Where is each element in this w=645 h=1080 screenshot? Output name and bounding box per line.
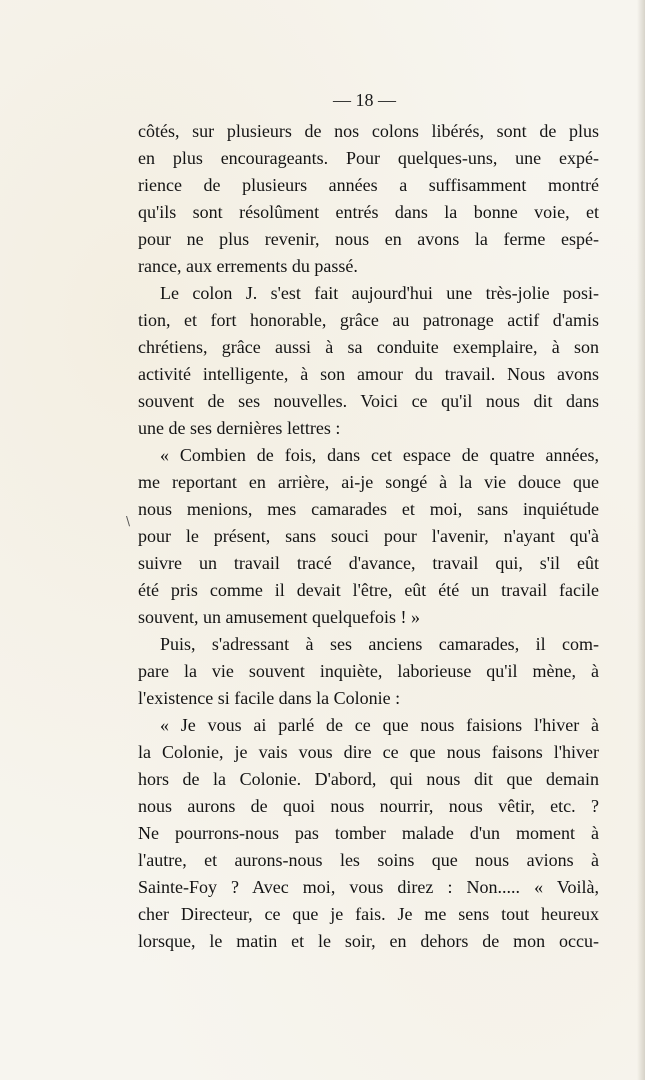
text-line: en plus encourageants. Pour quelques-uns, une expé- — [138, 148, 599, 168]
margin-caret-mark: \ — [126, 514, 131, 528]
text-line: Ne pourrons-nous pas tomber malade d'un moment à — [138, 823, 599, 843]
text-line: l'existence si facile dans la Colonie : — [138, 688, 401, 708]
text-line: nous menions, mes camarades et moi, sans inquiétude — [138, 499, 599, 519]
text-line: rance, aux errements du passé. — [138, 256, 358, 276]
text-line: Sainte-Foy ? Avec moi, vous direz : Non..... « Voilà, — [138, 877, 599, 897]
text-line: l'autre, et aurons-nous les soins que nous avions à — [138, 850, 599, 870]
text-line: « Je vous ai parlé de ce que nous faisions l'hiver à — [160, 715, 599, 735]
text-line: qu'ils sont résolûment entrés dans la bonne voie, et — [138, 202, 599, 222]
text-line: été pris comme il devait l'être, eût été un travail facile — [138, 580, 599, 600]
text-line: chrétiens, grâce aussi à sa conduite exemplaire, à son — [138, 337, 599, 357]
text-line: pare la vie souvent inquiète, laborieuse qu'il mène, à — [138, 661, 599, 681]
text-line: suivre un travail tracé d'avance, travail qui, s'il eût — [138, 553, 599, 573]
text-line: souvent de ses nouvelles. Voici ce qu'il nous dit dans — [138, 391, 599, 411]
text-line: activité intelligente, à son amour du travail. Nous avons — [138, 364, 599, 384]
page-edge-shadow — [637, 0, 645, 1080]
text-line: hors de la Colonie. D'abord, qui nous dit que demain — [138, 769, 599, 789]
text-line: pour ne plus revenir, nous en avons la ferme espé- — [138, 229, 599, 249]
text-line: côtés, sur plusieurs de nos colons libérés, sont de plus — [138, 121, 599, 141]
text-line: souvent, un amusement quelquefois ! » — [138, 607, 420, 627]
text-line: pour le présent, sans souci pour l'avenir, n'ayant qu'à — [138, 526, 599, 546]
text-line: Puis, s'adressant à ses anciens camarades, il com- — [160, 634, 599, 654]
text-line: cher Directeur, ce que je fais. Je me sens tout heureux — [138, 904, 599, 924]
text-line: lorsque, le matin et le soir, en dehors de mon occu- — [138, 931, 599, 951]
body-text — [138, 118, 599, 955]
text-line: rience de plusieurs années a suffisamment montré — [138, 175, 599, 195]
page-number: — 18 — — [333, 90, 396, 110]
text-line: Le colon J. s'est fait aujourd'hui une très-jolie posi- — [160, 283, 599, 303]
text-line: « Combien de fois, dans cet espace de quatre années, — [160, 445, 599, 465]
text-line: me reportant en arrière, ai-je songé à la vie douce que — [138, 472, 599, 492]
text-line: la Colonie, je vais vous dire ce que nous faisons l'hiver — [138, 742, 599, 762]
text-line: tion, et fort honorable, grâce au patronage actif d'amis — [138, 310, 599, 330]
text-line: une de ses dernières lettres : — [138, 418, 341, 438]
text-line: nous aurons de quoi nous nourrir, nous vêtir, etc. ? — [138, 796, 599, 816]
